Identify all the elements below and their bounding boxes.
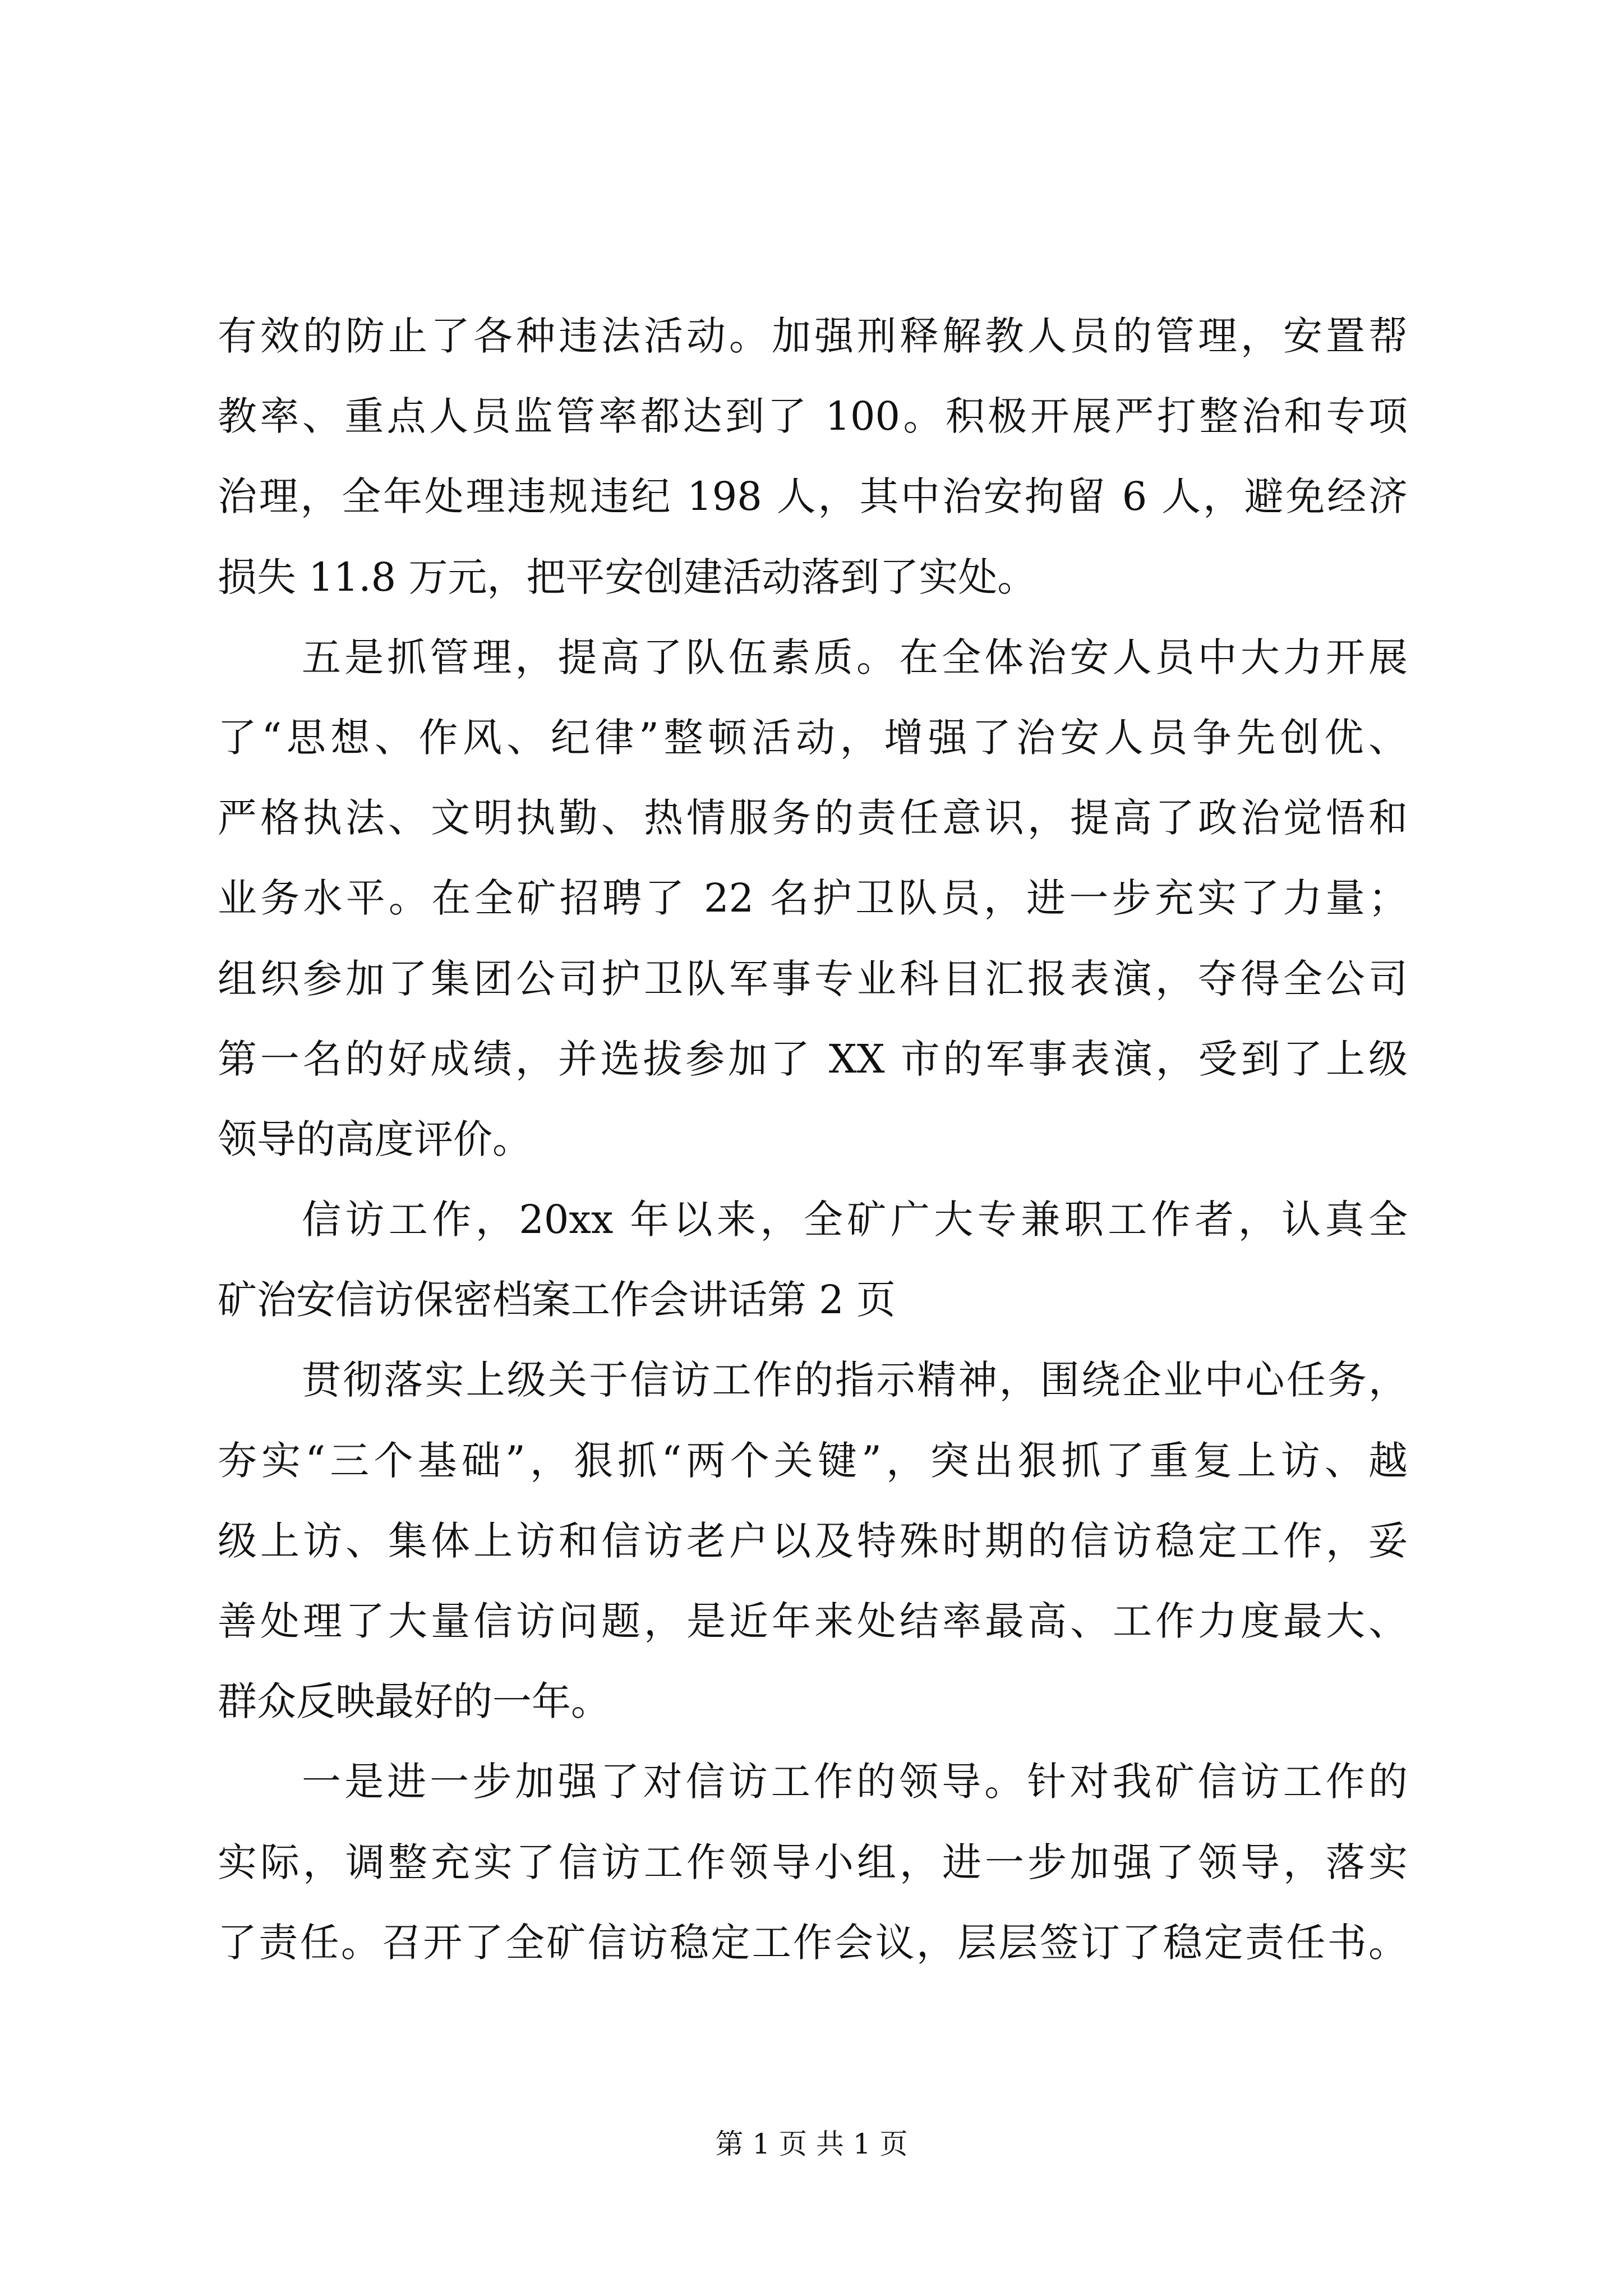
- text-line: 严格执法、文明执勤、热情服务的责任意识，提高了政治觉悟和: [218, 795, 1408, 841]
- text-line: 级上访、集体上访和信访老户以及特殊时期的信访稳定工作，妥: [218, 1517, 1408, 1564]
- text-line: 夯实“三个基础”，狠抓“两个关键”，突出狠抓了重复上访、越: [218, 1437, 1408, 1484]
- paragraph-start-line: 一是进一步加强了对信访工作的领导。针对我矿信访工作的: [302, 1759, 1408, 1805]
- text-line: 业务水平。在全矿招聘了 22 名护卫队员，进一步充实了力量；: [218, 875, 1408, 922]
- paragraph-start-line: 贯彻落实上级关于信访工作的指示精神，围绕企业中心任务，: [302, 1357, 1408, 1404]
- document-body: [218, 296, 1408, 1983]
- text-line: 群众反映最好的一年。: [218, 1678, 610, 1725]
- text-line: 组织参加了集团公司护卫队军事专业科目汇报表演，夺得全公司: [218, 955, 1408, 1002]
- text-line: 善处理了大量信访问题，是近年来处结率最高、工作力度最大、: [218, 1598, 1408, 1644]
- text-line: 损失 11.8 万元，把平安创建活动落到了实处。: [218, 554, 1037, 600]
- text-line: 教率、重点人员监管率都达到了 100。积极开展严打整治和专项: [218, 393, 1408, 440]
- text-line: 矿治安信访保密档案工作会讲话第 2 页: [218, 1277, 896, 1323]
- text-line: 实际，调整充实了信访工作领导小组，进一步加强了领导，落实: [218, 1839, 1408, 1885]
- text-line: 了责任。召开了全矿信访稳定工作会议，层层签订了稳定责任书。: [218, 1919, 1408, 1966]
- paragraph-start-line: 五是抓管理，提高了队伍素质。在全体治安人员中大力开展: [302, 634, 1408, 680]
- page-footer: 第 1 页 共 1 页: [715, 2128, 908, 2160]
- text-line: 领导的高度评价。: [218, 1116, 532, 1162]
- text-line: 有效的防止了各种违法活动。加强刑释解教人员的管理，安置帮: [218, 313, 1408, 359]
- text-line: 了“思想、作风、纪律”整顿活动，增强了治安人员争先创优、: [218, 714, 1408, 761]
- text-line: 第一名的好成绩，并选拔参加了 XX 市的军事表演，受到了上级: [218, 1036, 1408, 1082]
- paragraph-start-line: 信访工作，20xx 年以来，全矿广大专兼职工作者，认真全: [302, 1197, 1408, 1243]
- text-line: 治理，全年处理违规违纪 198 人，其中治安拘留 6 人，避免经济: [218, 473, 1408, 520]
